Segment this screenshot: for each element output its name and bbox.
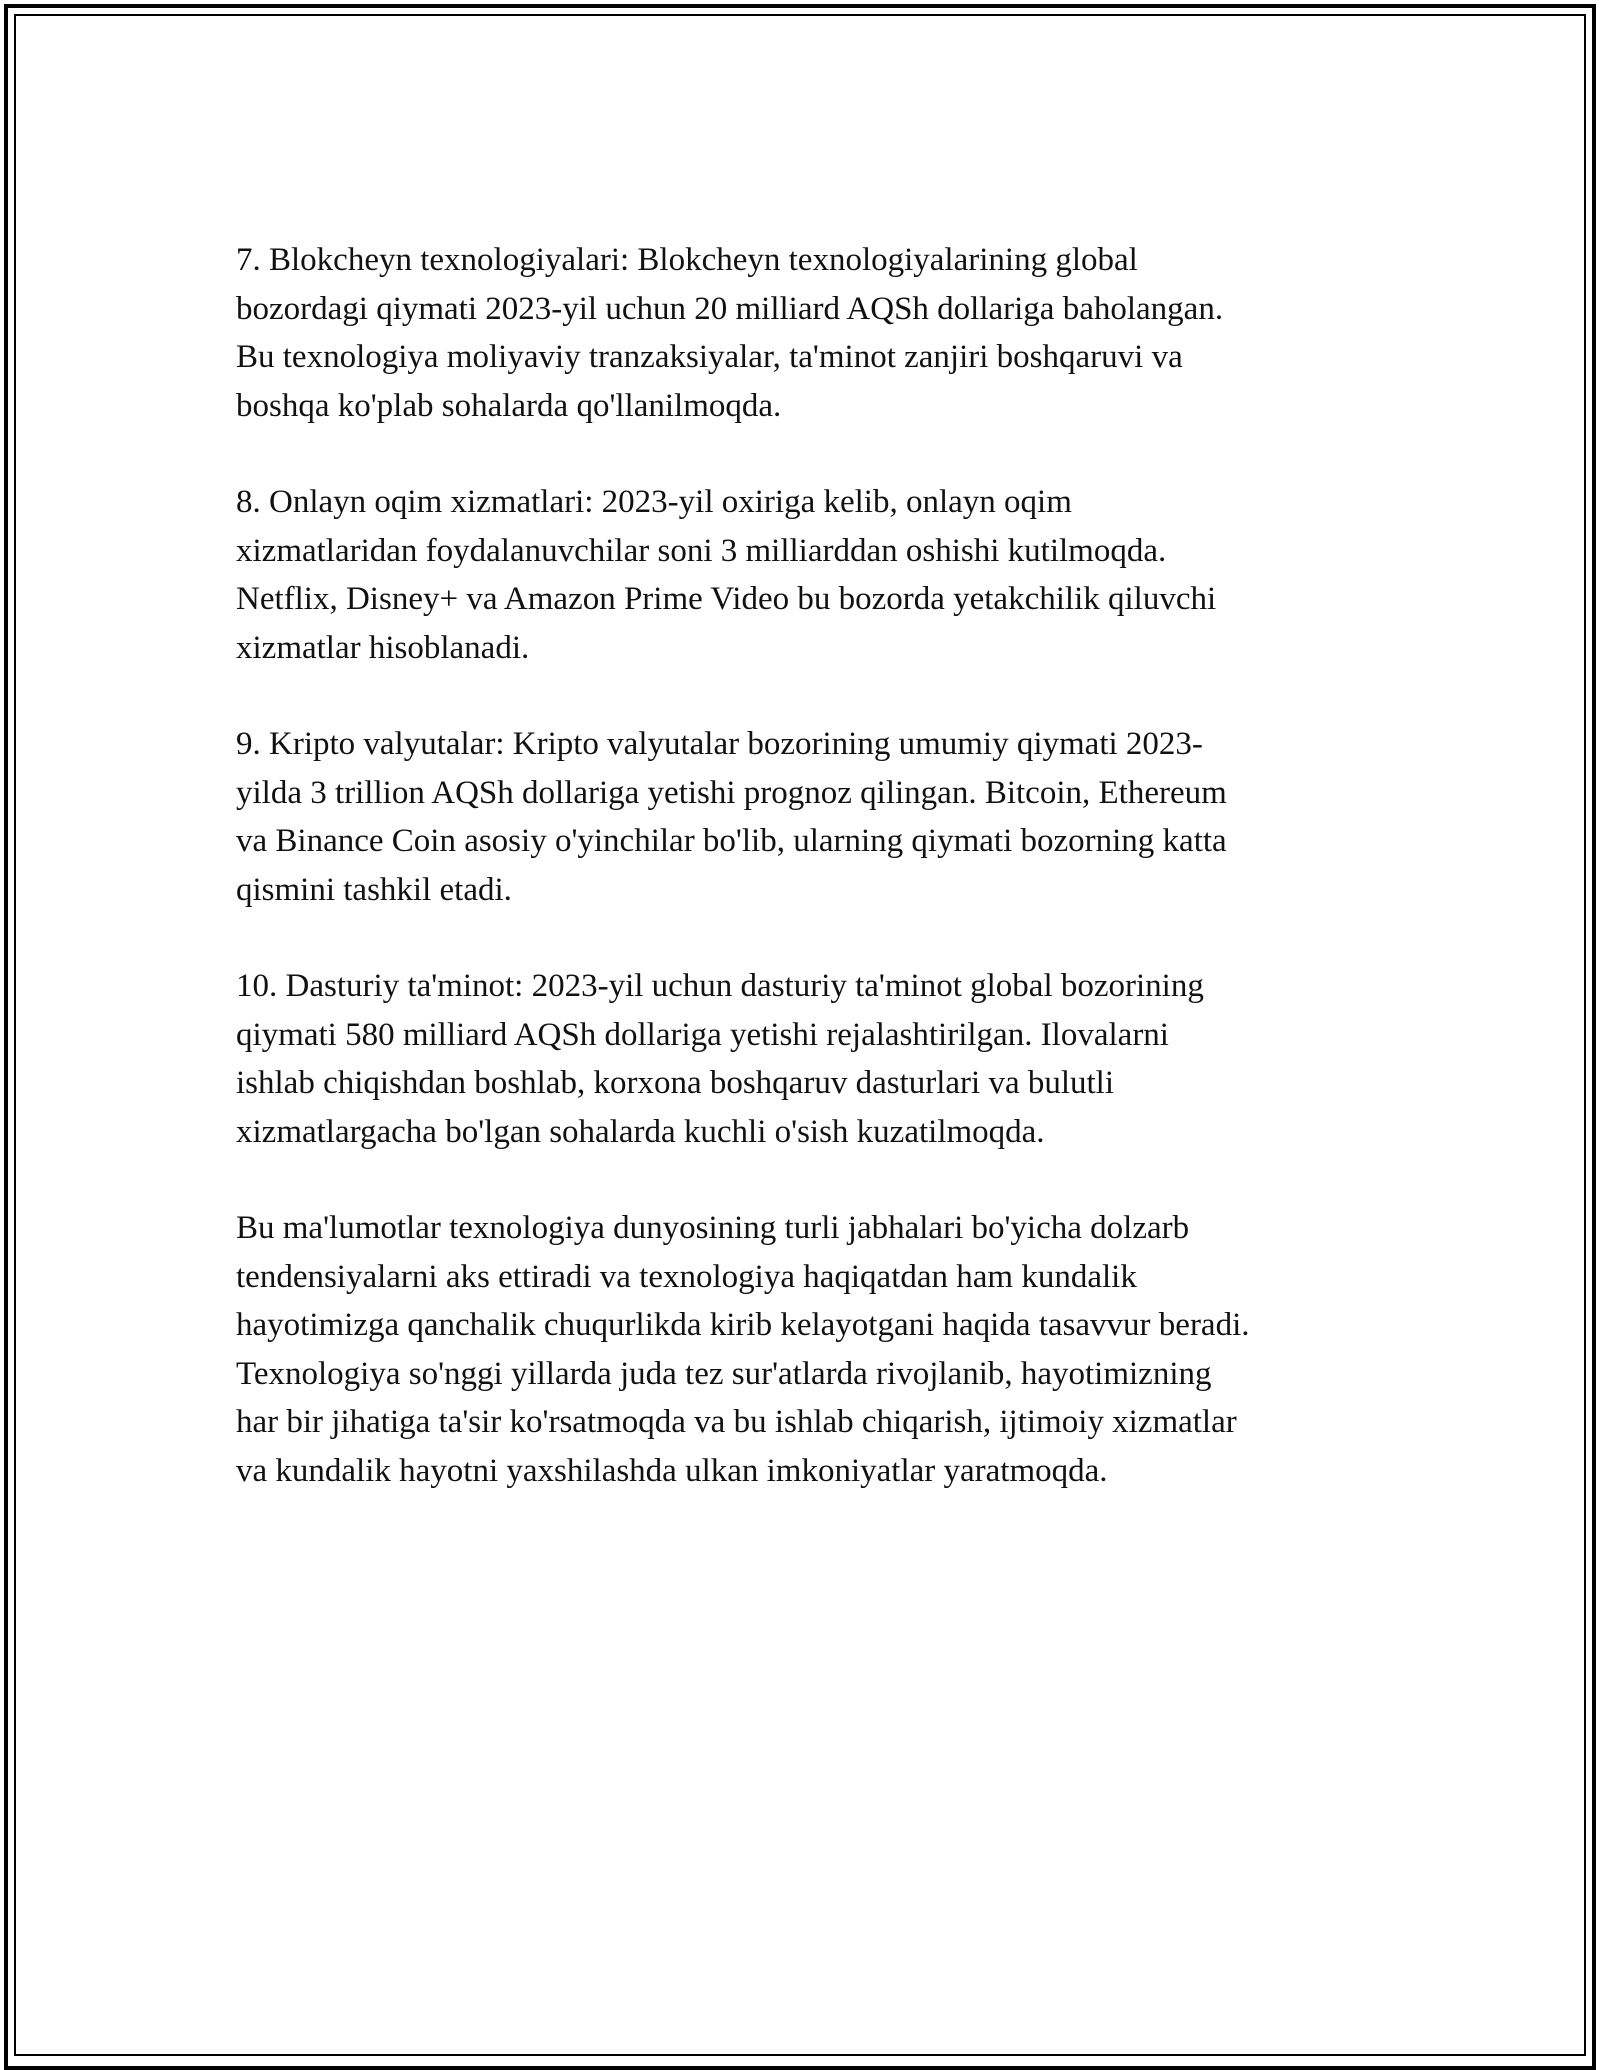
paragraph-crypto-currencies: 9. Kripto valyutalar: Kripto valyutalar bozorining umumiy qiymati 2023- yilda 3 trillion AQSh dollariga yetishi prognoz qilingan. Bitcoin, Ethereum va Binance Coin asosiy o'yinchilar bo'lib, ularning qiymati bozorning katta qismini tashkil etadi. xyxy=(236,726,1227,908)
paragraph-streaming-services: 8. Onlayn oqim xizmatlari: 2023-yil oxiriga kelib, onlayn oqim xizmatlaridan foydalanuvchilar soni 3 milliarddan oshishi kutilmoqda. Netflix, Disney+ va Amazon Prime Video bu bozorda yetakchilik qiluvchi xizmatlar hisoblanadi. xyxy=(236,484,1217,666)
paragraph-blockchain: 7. Blokcheyn texnologiyalari: Blokcheyn texnologiyalarining global bozordagi qiymati 2023-yil uchun 20 milliard AQSh dollariga baholangan. Bu texnologiya moliyaviy tranzaksiyalar, ta'minot zanjiri boshqaruvi va boshqa ko'plab sohalarda qo'llanilmoqda. xyxy=(236,242,1224,424)
document-body xyxy=(236,236,1386,1495)
paragraph-software: 10. Dasturiy ta'minot: 2023-yil uchun dasturiy ta'minot global bozorining qiymati 580 milliard AQSh dollariga yetishi rejalashtirilgan. Ilovalarni ishlab chiqishdan boshlab, korxona boshqaruv dasturlari va bulutli xizmatlargacha bo'lgan sohalarda kuchli o'sish kuzatilmoqda. xyxy=(236,968,1204,1150)
paragraph-conclusion: Bu ma'lumotlar texnologiya dunyosining turli jabhalari bo'yicha dolzarb tendensiyalarni aks ettiradi va texnologiya haqiqatdan ham kundalik hayotimizga qanchalik chuqurlikda kirib kelayotgani haqida tasavvur beradi. Texnologiya so'nggi yillarda juda tez sur'atlarda rivojlanib, hayotimizning har bir jihatiga ta'sir ko'rsatmoqda va bu ishlab chiqarish, ijtimoiy xizmatlar va kundalik hayotni yaxshilashda ulkan imkoniyatlar yaratmoqda. xyxy=(236,1210,1250,1489)
